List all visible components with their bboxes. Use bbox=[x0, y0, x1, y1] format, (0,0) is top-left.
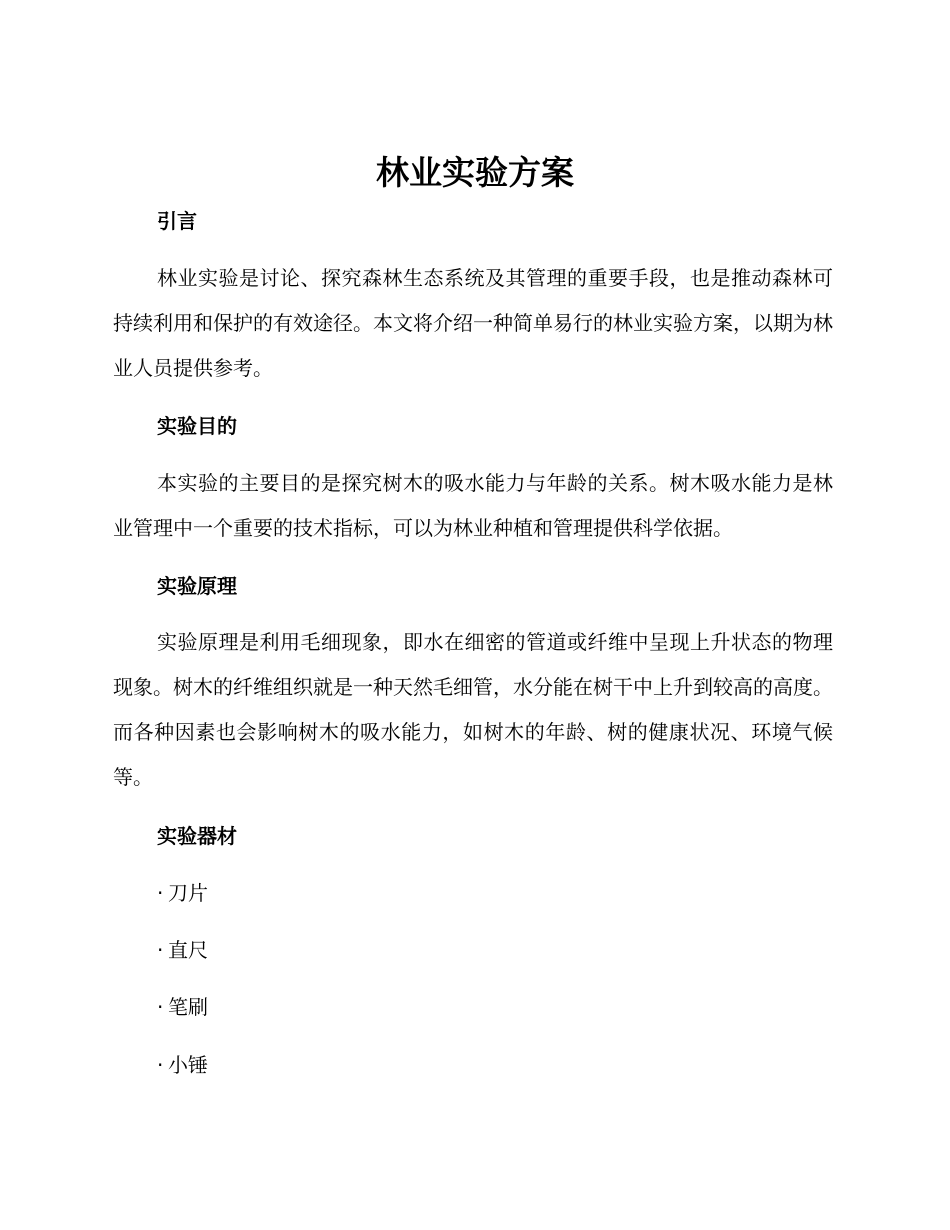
equipment-list-item bbox=[157, 1051, 208, 1079]
section-body-principle: 实验原理是利用毛细现象，即水在细密的管道或纤维中呈现上升状态的物理现象。树木的纤维组织就是一种天然毛细管，水分能在树干中上升到较高的高度。而各种因素也会影响树木的吸水能力，如树木的年龄、树的健康状况、环境气候等。 bbox=[113, 630, 833, 789]
section-heading-equipment: 实验器材 bbox=[157, 824, 237, 848]
equipment-item-label: 小锤 bbox=[168, 1053, 208, 1077]
equipment-item-label: 直尺 bbox=[168, 938, 208, 962]
bullet-marker: · bbox=[157, 881, 164, 905]
section-heading-purpose: 实验目的 bbox=[157, 414, 237, 438]
equipment-list-item bbox=[157, 879, 208, 907]
section-body-purpose: 本实验的主要目的是探究树木的吸水能力与年龄的关系。树木吸水能力是林业管理中一个重要的技术指标，可以为林业种植和管理提供科学依据。 bbox=[113, 471, 833, 540]
section-heading-intro: 引言 bbox=[157, 209, 197, 233]
bullet-marker: · bbox=[157, 1053, 164, 1077]
equipment-list-item bbox=[157, 936, 208, 964]
section-body-intro: 林业实验是讨论、探究森林生态系统及其管理的重要手段，也是推动森林可持续利用和保护的有效途径。本文将介绍一种简单易行的林业实验方案，以期为林业人员提供参考。 bbox=[113, 266, 833, 380]
bullet-marker: · bbox=[157, 938, 164, 962]
bullet-marker: · bbox=[157, 995, 164, 1019]
equipment-item-label: 笔刷 bbox=[168, 995, 208, 1019]
document-title: 林业实验方案 bbox=[376, 153, 574, 192]
section-heading-principle: 实验原理 bbox=[157, 574, 237, 598]
equipment-list-item bbox=[157, 993, 208, 1021]
equipment-item-label: 刀片 bbox=[168, 881, 208, 905]
